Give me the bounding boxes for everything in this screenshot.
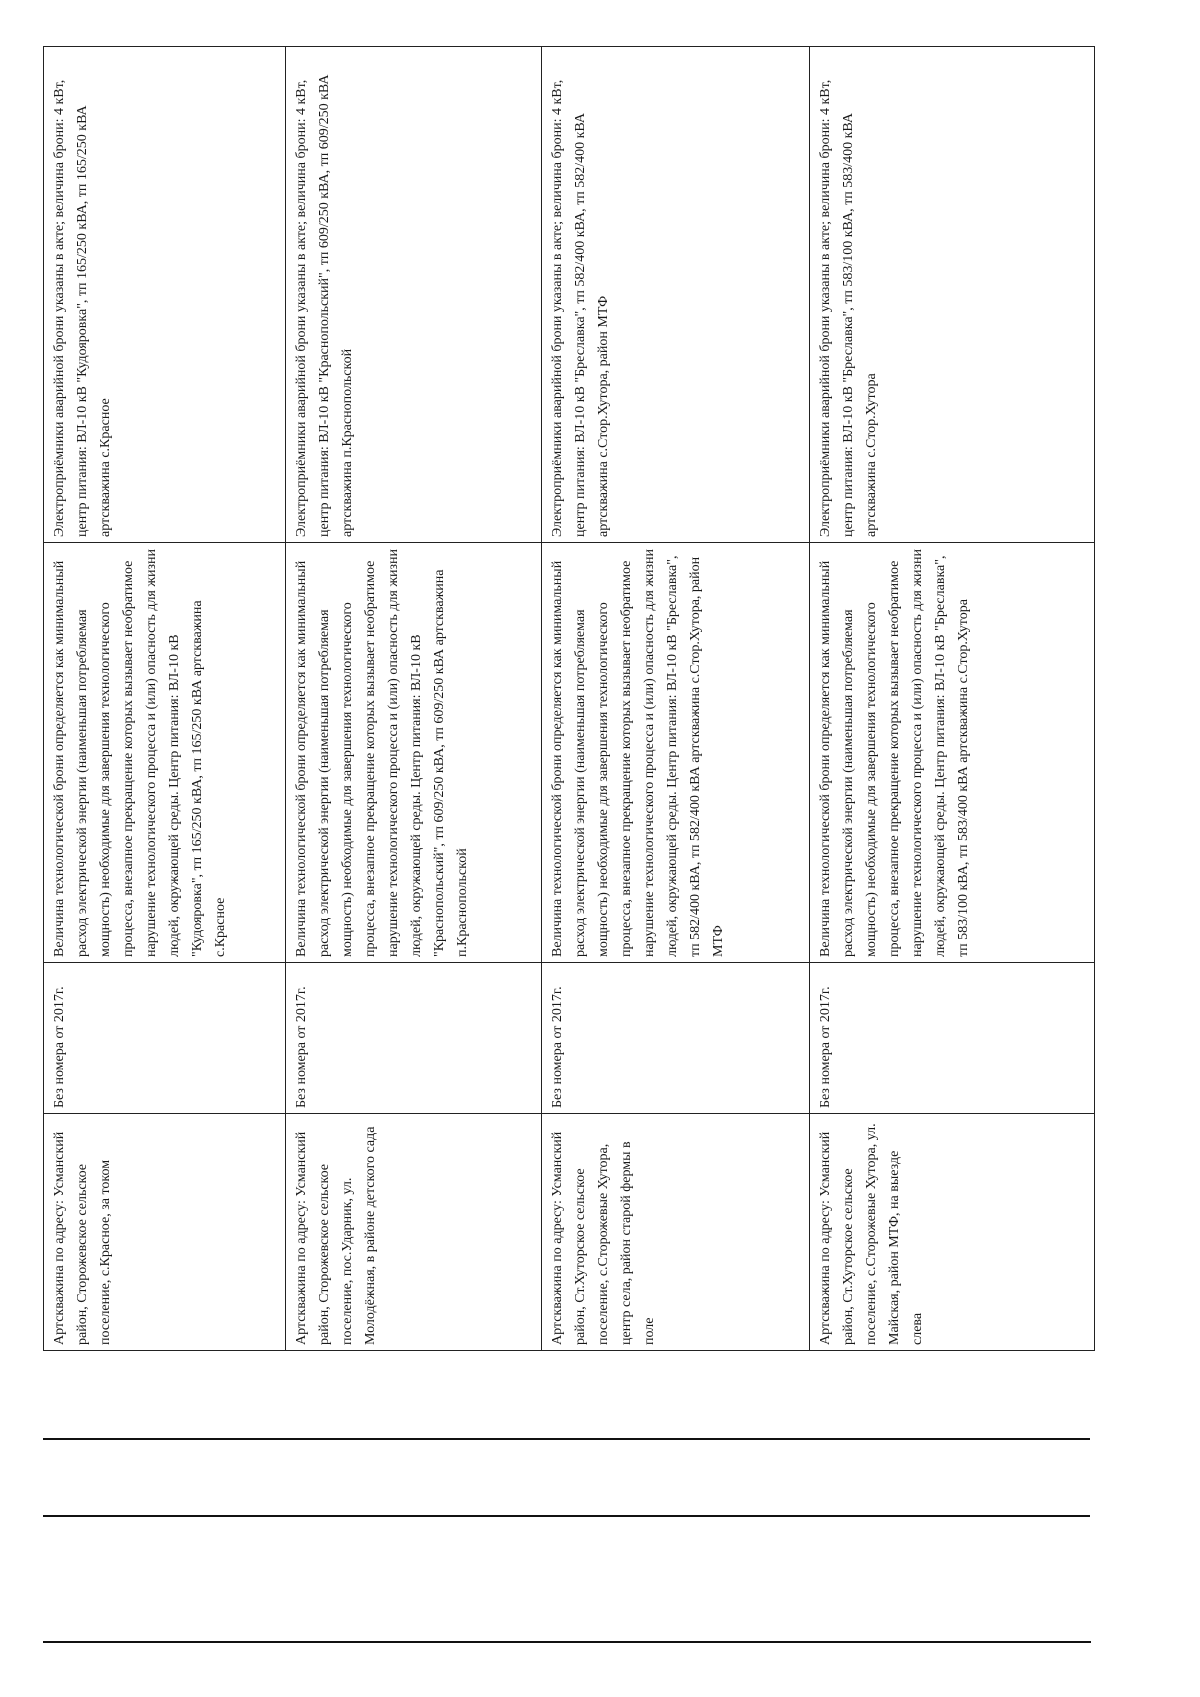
document-cell: Без номера от 2017г. [542,963,810,1114]
rotated-page-content [43,47,1090,1643]
object-cell: Артскважина по адресу: Усманский район, Сторожевское сельское поселение, пос.Ударник, ул. Молодёжная, в районе детского сада [286,1114,542,1351]
horizontal-rule [43,1515,1090,1517]
technological-reserve-cell: Величина технологической брони определяется как минимальный расход электрической энергии (наименьшая потребляемая мощность) необходимые для завершения технологического процесса, внезапное прекращение которых вызывает необратимое нарушение технологического процесса и (или) опасность для жизни людей, окружающей среды. Центр питания: ВЛ-10 кВ "Краснопольский", тп 609/250 кВА, тп 609/250 кВА артскважина п.Краснопольской [286,543,542,963]
horizontal-rule [43,1641,1091,1643]
document-cell: Без номера от 2017г. [286,963,542,1114]
horizontal-rule [43,1438,1090,1440]
technological-reserve-cell: Величина технологической брони определяется как минимальный расход электрической энергии (наименьшая потребляемая мощность) необходимые для завершения технологического процесса, внезапное прекращение которых вызывает необратимое нарушение технологического процесса и (или) опасность для жизни людей, окружающей среды. Центр питания: ВЛ-10 кВ "Бреславка", тп 583/100 кВА, тп 583/400 кВА артскважина с.Стор.Хутора [810,543,1095,963]
table-row [286,47,542,1351]
table-row [810,47,1095,1351]
object-cell: Артскважина по адресу: Усманский район, Ст.Хуторское сельское поселение, с.Сторожевые Хутора, ул. Майская, район МТФ, на выезде слева [810,1114,1095,1351]
table-row [44,47,286,1351]
technological-reserve-cell: Величина технологической брони определяется как минимальный расход электрической энергии (наименьшая потребляемая мощность) необходимые для завершения технологического процесса, внезапное прекращение которых вызывает необратимое нарушение технологического процесса и (или) опасность для жизни людей, окружающей среды. Центр питания: ВЛ-10 кВ "Кудояровка", тп 165/250 кВА, тп 165/250 кВА артскважина с.Красное [44,543,286,963]
emergency-reserve-cell: Электроприёмники аварийной брони указаны в акте; величина брони: 4 кВт, центр питания: ВЛ-10 кВ "Бреславка", тп 583/100 кВА, тп 583/400 кВА артскважина с.Стор.Хутора [810,47,1095,543]
table-row [542,47,810,1351]
object-cell: Артскважина по адресу: Усманский район, Ст.Хуторское сельское поселение, с.Сторожевые Хутора, центр села, район старой фермы в поле [542,1114,810,1351]
emergency-reserve-cell: Электроприёмники аварийной брони указаны в акте; величина брони: 4 кВт, центр питания: ВЛ-10 кВ "Краснопольский", тп 609/250 кВА, тп 609/250 кВА артскважина п.Краснопольской [286,47,542,543]
emergency-reserve-cell: Электроприёмники аварийной брони указаны в акте; величина брони: 4 кВт, центр питания: ВЛ-10 кВ "Кудояровка", тп 165/250 кВА, тп 165/250 кВА артскважина с.Красное [44,47,286,543]
technological-reserve-cell: Величина технологической брони определяется как минимальный расход электрической энергии (наименьшая потребляемая мощность) необходимые для завершения технологического процесса, внезапное прекращение которых вызывает необратимое нарушение технологического процесса и (или) опасность для жизни людей, окружающей среды. Центр питания: ВЛ-10 кВ "Бреславка", тп 582/400 кВА, тп 582/400 кВА артскважина с.Стор.Хутора, район МТФ [542,543,810,963]
emergency-reserve-cell: Электроприёмники аварийной брони указаны в акте; величина брони: 4 кВт, центр питания: ВЛ-10 кВ "Бреславка", тп 582/400 кВА, тп 582/400 кВА артскважина с.Стор.Хутора, район МТФ [542,47,810,543]
document-cell: Без номера от 2017г. [810,963,1095,1114]
object-cell: Артскважина по адресу: Усманский район, Сторожевское сельское поселение, с.Красное, за током [44,1114,286,1351]
document-cell: Без номера от 2017г. [44,963,286,1114]
energy-reserve-table [43,46,1095,1351]
